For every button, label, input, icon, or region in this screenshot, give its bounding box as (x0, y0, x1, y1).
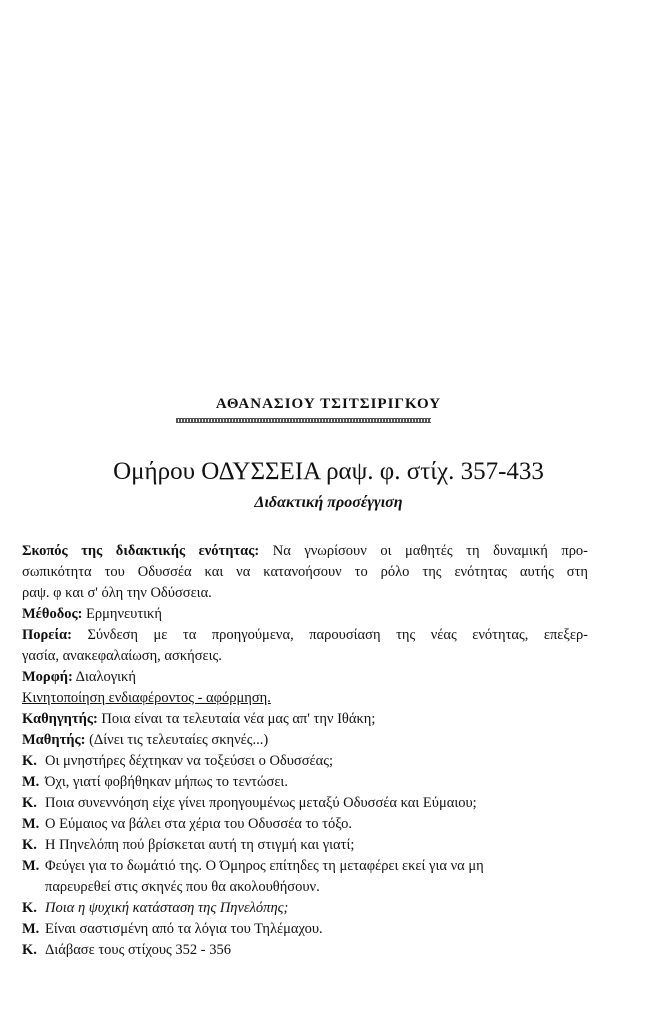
dialogue-row (22, 772, 588, 793)
dialogue-row (22, 793, 588, 814)
student-label: Μαθητής: (22, 732, 86, 748)
page-title: Ομήρου ΟΔΥΣΣΕΙΑ ραψ. φ. στίχ. 357-433 (113, 458, 544, 485)
motivation-heading: Κινητοποίηση ενδιαφέροντος - αφόρμηση. (22, 690, 271, 706)
dialogue-row (22, 919, 588, 940)
aim-text-3: ραψ. φ και σ' όλη την Οδύσσεια. (22, 585, 212, 601)
dialogue-text: Οι μνηστήρες δέχτηκαν να τοξεύσει ο Οδυσσέας; (45, 753, 334, 769)
teacher-line (22, 709, 588, 730)
method-line (22, 604, 588, 625)
dialogue-text: Είναι σαστισμένη από τα λόγια του Τηλέμαχου. (45, 921, 323, 937)
dialogue-text: Η Πηνελόπη πού βρίσκεται αυτή τη στιγμή και γιατί; (45, 837, 355, 853)
form-text: Διαλογική (75, 669, 136, 685)
speaker-label: Μ. (22, 774, 40, 790)
dialogue-row (22, 835, 588, 856)
speaker-label: Κ. (22, 900, 37, 916)
lesson-content (22, 541, 588, 961)
form-line (22, 667, 588, 688)
speaker-label: Μ. (22, 858, 40, 874)
aim-label: Σκοπός της διδακτικής ενότητας: (22, 543, 260, 559)
speaker-label: Μ. (22, 921, 40, 937)
motivation-line (22, 688, 588, 709)
dialogue-row (22, 751, 588, 772)
dialogue-text-line-2: παρευρεθεί στις σκηνές που θα ακολουθήσουν. (45, 879, 320, 895)
dialogue-text (45, 856, 588, 898)
dialogue-text: Όχι, γιατί φοβήθηκαν μήπως το τεντώσει. (45, 774, 288, 790)
procedure-text-1: Σύνδεση με τα προηγούμενα, παρουσίαση της νέας ενότητας, επεξερ- (87, 627, 589, 643)
speaker-label: Μ. (22, 816, 40, 832)
speaker-label: Κ. (22, 942, 37, 958)
form-label: Μορφή: (22, 669, 73, 685)
aim-line-2 (22, 562, 588, 583)
dialogue-text: Ο Εύμαιος να βάλει στα χέρια του Οδυσσέα το τόξο. (45, 816, 353, 832)
dialogue-text-line-1: Φεύγει για το δωμάτιό της. Ο Όμηρος επίτηδες τη μεταφέρει εκεί για να μη (45, 858, 484, 874)
dialogue-row (22, 940, 588, 961)
dialogue-text: Ποια συνεννόηση είχε γίνει προηγουμένως μεταξύ Οδυσσέα και Εύμαιου; (45, 795, 477, 811)
dialogue-row (22, 856, 588, 898)
dialogue-row (22, 814, 588, 835)
aim-line-3 (22, 583, 588, 604)
speaker-label: Κ. (22, 753, 37, 769)
dialogue-text: Ποια η ψυχική κατάσταση της Πηνελόπης; (45, 900, 289, 916)
speaker-label: Κ. (22, 837, 37, 853)
speaker-label: Κ. (22, 795, 37, 811)
aim-text-2: σωπικότητα του Οδυσσέα και να κατανοήσουν το ρόλο της ενότητας αυτής στη (22, 564, 588, 580)
aim-line-1 (22, 541, 588, 562)
procedure-line-1 (22, 625, 588, 646)
method-text: Ερμηνευτική (86, 606, 162, 622)
teacher-label: Καθηγητής: (22, 711, 98, 727)
author-underline (176, 418, 431, 423)
student-text: (Δίνει τις τελευταίες σκηνές...) (89, 732, 269, 748)
student-line (22, 730, 588, 751)
teacher-text: Ποια είναι τα τελευταία νέα μας απ' την Ιθάκη; (101, 711, 376, 727)
page-subtitle: Διδακτική προσέγγιση (254, 494, 403, 511)
procedure-text-2: γασία, ανακεφαλαίωση, ασκήσεις. (22, 648, 222, 664)
aim-text-1: Να γνωρίσουν οι μαθητές τη δυναμική προ- (272, 543, 589, 559)
dialogue-text: Διάβασε τους στίχους 352 - 356 (45, 942, 231, 958)
dialogue-row (22, 898, 588, 919)
method-label: Μέθοδος: (22, 606, 83, 622)
procedure-label: Πορεία: (22, 627, 72, 643)
procedure-line-2 (22, 646, 588, 667)
author-name: ΑΘΑΝΑΣΙΟΥ ΤΣΙΤΣΙΡΙΓΚΟΥ (215, 396, 442, 412)
